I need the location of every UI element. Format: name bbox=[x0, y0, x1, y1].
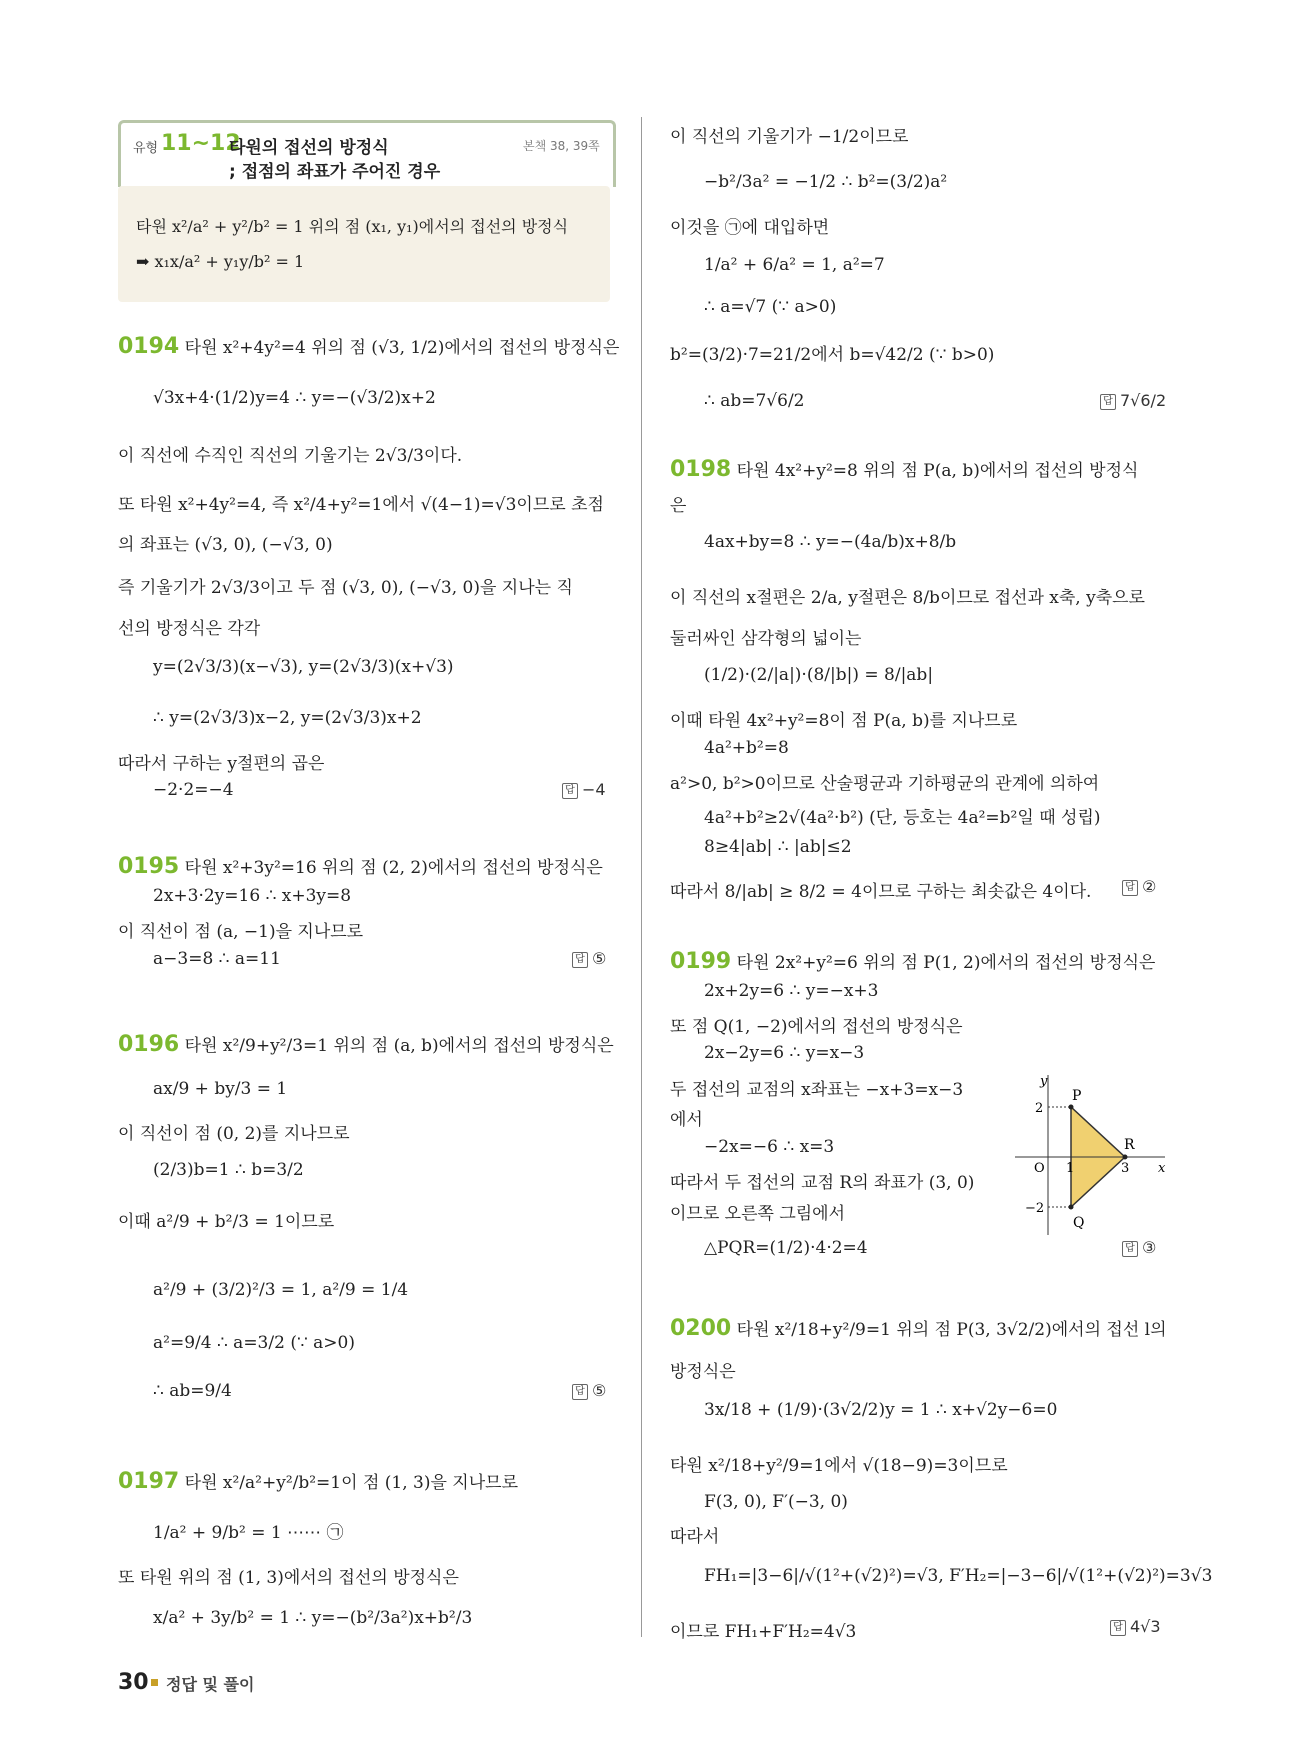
solution-line: FH₁=|3−6|/√(1²+(√2)²)=√3, F′H₂=|−3−6|/√(1²+(√2)²)=3√3 bbox=[704, 1566, 1213, 1586]
solution-line: 1/a² + 9/b² = 1 ⋯⋯ ㉠ bbox=[153, 1523, 344, 1543]
solution-line: 이 직선이 점 (0, 2)를 지나므로 bbox=[118, 1124, 350, 1144]
label-r: R bbox=[1124, 1137, 1135, 1153]
solution-line: a²>0, b²>0이므로 산술평균과 기하평균의 관계에 의하여 bbox=[670, 774, 1100, 794]
problem-number: 0194 bbox=[118, 334, 180, 359]
solution-line: a²/9 + (3/2)²/3 = 1, a²/9 = 1/4 bbox=[153, 1280, 409, 1300]
problem-line: 0199 타원 2x²+y²=6 위의 점 P(1, 2)에서의 접선의 방정식은 bbox=[670, 949, 1156, 974]
solution-line: 또 타원 위의 점 (1, 3)에서의 접선의 방정식은 bbox=[118, 1568, 459, 1588]
label-o: O bbox=[1034, 1161, 1045, 1176]
solution-line: (2/3)b=1 ∴ b=3/2 bbox=[153, 1160, 304, 1180]
solution-line: 이 직선이 점 (a, −1)을 지나므로 bbox=[118, 922, 364, 942]
solution-line: −2x=−6 ∴ x=3 bbox=[704, 1137, 835, 1157]
footer-label: 정답 및 풀이 bbox=[166, 1675, 255, 1694]
solution-line: 또 점 Q(1, −2)에서의 접선의 방정식은 bbox=[670, 1017, 963, 1037]
solution-line: 은 bbox=[670, 496, 687, 516]
solution-line: 2x+2y=6 ∴ y=−x+3 bbox=[704, 981, 879, 1001]
problem-number: 0198 bbox=[670, 457, 732, 482]
page-number: 30 bbox=[118, 1670, 149, 1695]
answer: 답 ⑤ bbox=[572, 1381, 606, 1400]
problem-line: 0197 타원 x²/a²+y²/b²=1이 점 (1, 3)을 지나므로 bbox=[118, 1469, 518, 1494]
solution-line: 둘러싸인 삼각형의 넓이는 bbox=[670, 629, 862, 649]
answer: 답 4√3 bbox=[1110, 1617, 1161, 1636]
problem-line: 0198 타원 4x²+y²=8 위의 점 P(a, b)에서의 접선의 방정식 bbox=[670, 457, 1139, 482]
answer-mark-icon: 답 bbox=[572, 1384, 588, 1400]
solution-line: 4a²+b²≥2√(4a²·b²) (단, 등호는 4a²=b²일 때 성립) bbox=[704, 808, 1101, 828]
answer-mark-icon: 답 bbox=[1122, 1241, 1138, 1257]
problem-number: 0199 bbox=[670, 949, 732, 974]
x-axis-label: x bbox=[1158, 1161, 1166, 1176]
solution-line: 이 직선의 x절편은 2/a, y절편은 8/b이므로 접선과 x축, y축으로 bbox=[670, 588, 1145, 608]
solution-line: ∴ ab=7√6/2 bbox=[704, 391, 805, 411]
solution-line: 1/a² + 6/a² = 1, a²=7 bbox=[704, 255, 885, 275]
solution-line: 이때 a²/9 + b²/3 = 1이므로 bbox=[118, 1212, 335, 1232]
point-r bbox=[1123, 1155, 1128, 1160]
concept-line-2: ➡ x₁x/a² + y₁y/b² = 1 bbox=[136, 252, 305, 271]
page-ref: 본책 38, 39쪽 bbox=[523, 139, 600, 153]
problem-line: 0200 타원 x²/18+y²/9=1 위의 점 P(3, 3√2/2)에서의 접선 l의 bbox=[670, 1316, 1167, 1341]
concept-line-1: 타원 x²/a² + y²/b² = 1 위의 점 (x₁, y₁)에서의 접선의 방정식 bbox=[136, 217, 569, 236]
problem-number: 0200 bbox=[670, 1316, 732, 1341]
point-p bbox=[1069, 1105, 1074, 1110]
answer-mark-icon: 답 bbox=[572, 952, 588, 968]
solution-line: (1/2)·(2/|a|)·(8/|b|) = 8/|ab| bbox=[704, 665, 934, 685]
tick-neg2: −2 bbox=[1025, 1201, 1045, 1216]
solution-line: a²=9/4 ∴ a=3/2 (∵ a>0) bbox=[153, 1333, 355, 1353]
solution-line: 에서 bbox=[670, 1110, 703, 1130]
solution-line: 이것을 ㉠에 대입하면 bbox=[670, 218, 830, 238]
solution-line: 방정식은 bbox=[670, 1362, 736, 1382]
solution-line: 즉 기울기가 2√3/3이고 두 점 (√3, 0), (−√3, 0)을 지나는 직 bbox=[118, 578, 573, 598]
solution-line: x/a² + 3y/b² = 1 ∴ y=−(b²/3a²)x+b²/3 bbox=[153, 1608, 473, 1628]
solution-line: 4a²+b²=8 bbox=[704, 738, 789, 758]
answer: 답 ⑤ bbox=[572, 949, 606, 968]
problem-line: 0195 타원 x²+3y²=16 위의 점 (2, 2)에서의 접선의 방정식은 bbox=[118, 854, 603, 879]
solution-line: 두 접선의 교점의 x좌표는 −x+3=x−3 bbox=[670, 1080, 964, 1100]
solution-line: 따라서 bbox=[670, 1527, 720, 1547]
answer-mark-icon: 답 bbox=[1100, 394, 1116, 410]
answer-mark-icon: 답 bbox=[562, 783, 578, 799]
solution-line: ∴ y=(2√3/3)x−2, y=(2√3/3)x+2 bbox=[153, 708, 422, 728]
type-title-2: ; 접점의 좌표가 주어진 경우 bbox=[229, 162, 441, 182]
problem-line: 0194 타원 x²+4y²=4 위의 점 (√3, 1/2)에서의 접선의 방정식은 bbox=[118, 334, 620, 359]
solution-line: 3x/18 + (1/9)·(3√2/2)y = 1 ∴ x+√2y−6=0 bbox=[704, 1400, 1058, 1420]
answer: 답 ③ bbox=[1122, 1238, 1156, 1257]
solution-line: −2·2=−4 bbox=[153, 780, 234, 800]
type-title-1: 타원의 접선의 방정식 bbox=[229, 138, 389, 158]
y-axis-label: y bbox=[1040, 1074, 1048, 1089]
label-q: Q bbox=[1073, 1215, 1085, 1231]
tick-2: 2 bbox=[1035, 1101, 1044, 1116]
solution-line: 이므로 오른쪽 그림에서 bbox=[670, 1204, 846, 1224]
tick-3: 3 bbox=[1121, 1161, 1130, 1176]
tick-1: 1 bbox=[1066, 1161, 1075, 1176]
answer-mark-icon: 답 bbox=[1110, 1620, 1126, 1636]
solution-line: 4ax+by=8 ∴ y=−(4a/b)x+8/b bbox=[704, 532, 957, 552]
solution-line: 8≥4|ab| ∴ |ab|≤2 bbox=[704, 837, 852, 857]
solution-line: −b²/3a² = −1/2 ∴ b²=(3/2)a² bbox=[704, 172, 948, 192]
column-divider bbox=[641, 117, 642, 1637]
solution-line: 타원 x²/18+y²/9=1에서 √(18−9)=3이므로 bbox=[670, 1456, 1008, 1476]
answer: 답 ② bbox=[1122, 877, 1156, 896]
solution-line: 이때 타원 4x²+y²=8이 점 P(a, b)를 지나므로 bbox=[670, 711, 1018, 731]
solution-line: 2x−2y=6 ∴ y=x−3 bbox=[704, 1043, 865, 1063]
solution-line: 이 직선의 기울기가 −1/2이므로 bbox=[670, 127, 909, 147]
type-label: 유형 bbox=[133, 141, 159, 156]
problem-number: 0197 bbox=[118, 1469, 180, 1494]
problem-number: 0196 bbox=[118, 1032, 180, 1057]
point-q bbox=[1069, 1205, 1074, 1210]
solution-line: 또 타원 x²+4y²=4, 즉 x²/4+y²=1에서 √(4−1)=√3이므로 초점 bbox=[118, 495, 604, 515]
answer: 답 −4 bbox=[562, 780, 606, 799]
solution-line: b²=(3/2)·7=21/2에서 b=√42/2 (∵ b>0) bbox=[670, 345, 995, 365]
solution-line: y=(2√3/3)(x−√3), y=(2√3/3)(x+√3) bbox=[153, 657, 454, 677]
solution-line: ∴ a=√7 (∵ a>0) bbox=[704, 297, 837, 317]
solution-line: 이므로 FH₁+F′H₂=4√3 bbox=[670, 1622, 857, 1642]
solution-line: △PQR=(1/2)·4·2=4 bbox=[704, 1238, 868, 1258]
solution-line: 이 직선에 수직인 직선의 기울기는 2√3/3이다. bbox=[118, 446, 463, 466]
answer-mark-icon: 답 bbox=[1122, 880, 1138, 896]
solution-line: a−3=8 ∴ a=11 bbox=[153, 949, 281, 969]
solution-line: 따라서 8/|ab| ≥ 8/2 = 4이므로 구하는 최솟값은 4이다. bbox=[670, 882, 1092, 902]
problem-number: 0195 bbox=[118, 854, 180, 879]
footer-square-icon bbox=[151, 1679, 158, 1686]
solution-line: 따라서 구하는 y절편의 곱은 bbox=[118, 754, 325, 774]
problem-line: 0196 타원 x²/9+y²/3=1 위의 점 (a, b)에서의 접선의 방정식은 bbox=[118, 1032, 614, 1057]
solution-line: ax/9 + by/3 = 1 bbox=[153, 1079, 288, 1099]
solution-line: √3x+4·(1/2)y=4 ∴ y=−(√3/2)x+2 bbox=[153, 388, 436, 408]
concept-box bbox=[118, 186, 610, 302]
type-range: 11~12 bbox=[161, 131, 241, 156]
solution-line: 2x+3·2y=16 ∴ x+3y=8 bbox=[153, 886, 352, 906]
type-header bbox=[118, 120, 616, 187]
label-p: P bbox=[1072, 1088, 1082, 1104]
solution-line: 따라서 두 접선의 교점 R의 좌표가 (3, 0) bbox=[670, 1173, 975, 1193]
solution-line: 선의 방정식은 각각 bbox=[118, 619, 261, 639]
solution-line: F(3, 0), F′(−3, 0) bbox=[704, 1492, 848, 1512]
answer: 답 7√6/2 bbox=[1100, 391, 1166, 410]
triangle-figure bbox=[1010, 1070, 1175, 1240]
solution-line: ∴ ab=9/4 bbox=[153, 1381, 232, 1401]
solution-line: 의 좌표는 (√3, 0), (−√3, 0) bbox=[118, 535, 333, 555]
